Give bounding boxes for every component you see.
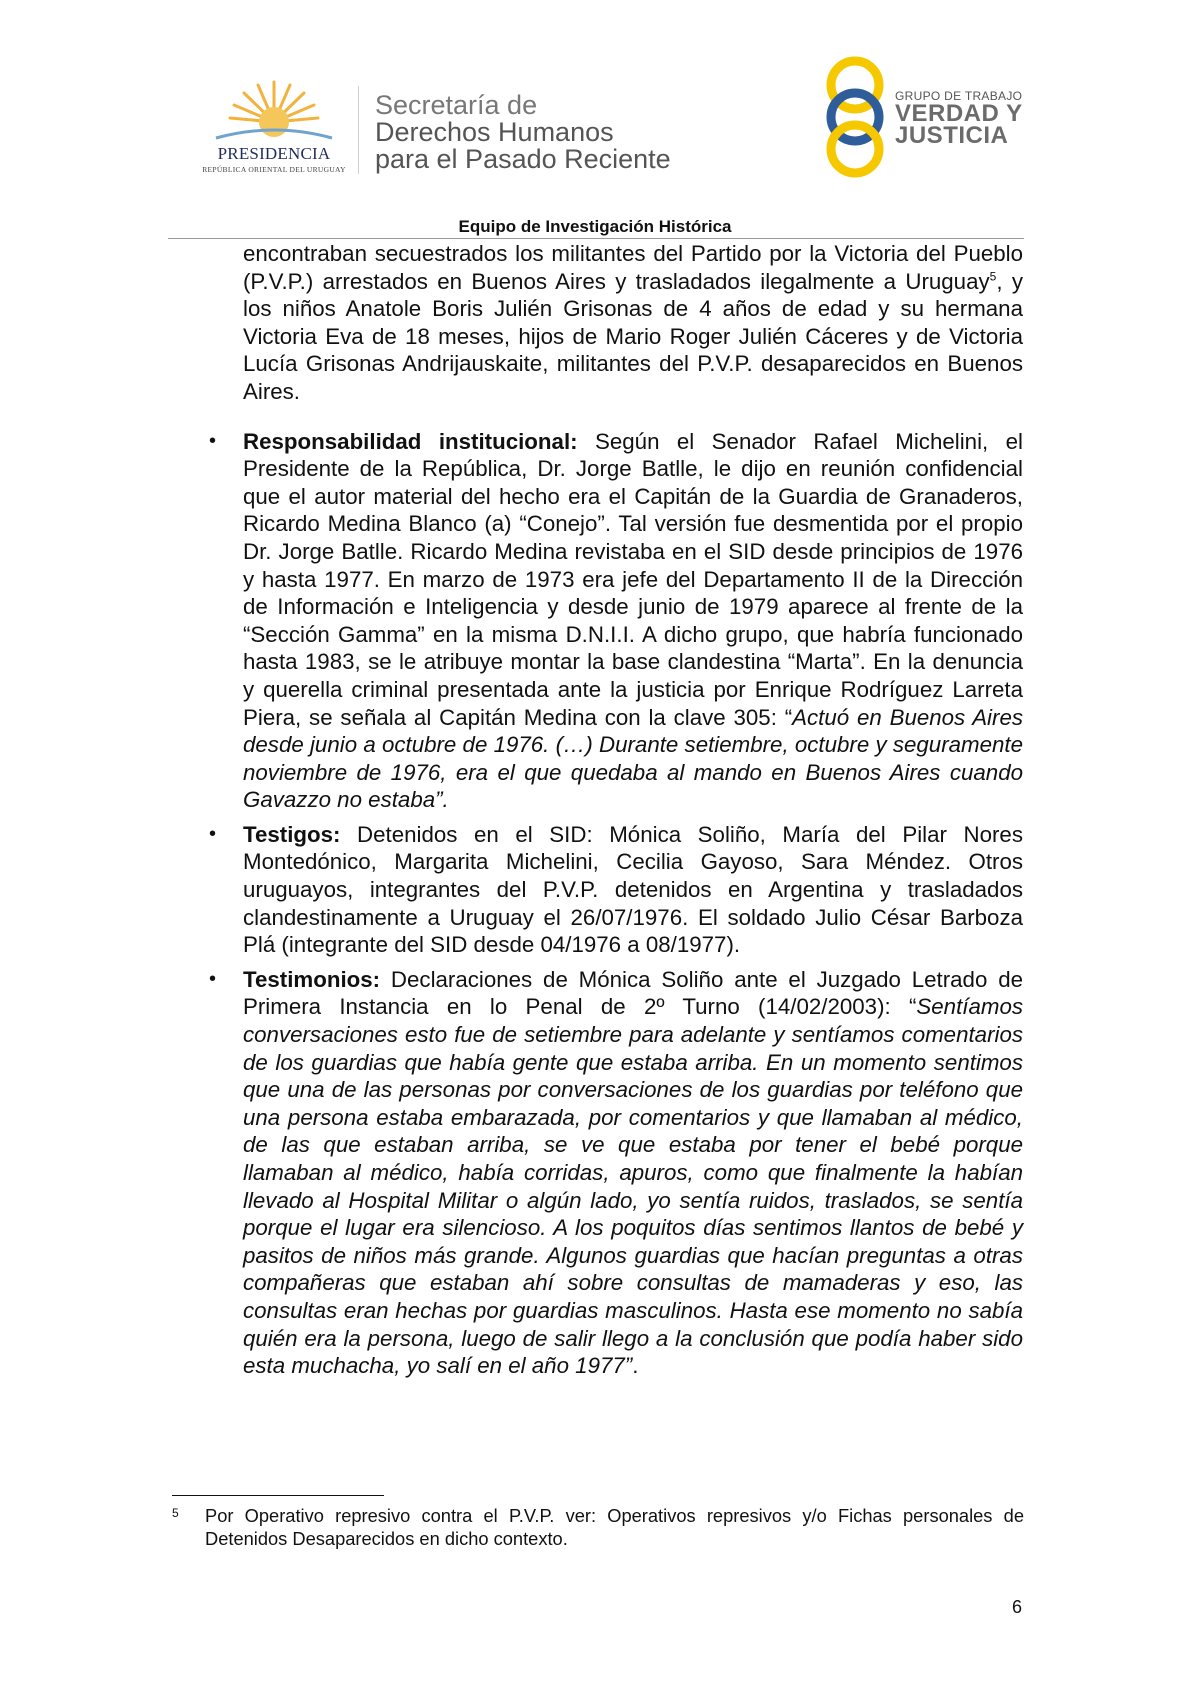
bullet-text: Detenidos en el SID: Mónica Soliño, María del Pilar Nores Montedónico, Margarita Michelini, Cecilia Gayoso, Sara Méndez. Otros uruguayos, integrantes del P.V.P. detenidos en Argentina y trasladados clandestinamente a Uruguay el 26/07/1976. El soldado Julio César Barboza Plá (integrante del SID desde 04/1976 a 08/1977). — [243, 821, 1023, 958]
footnote-ref[interactable]: 5 — [989, 269, 997, 284]
gtvj-wordmark — [895, 100, 1023, 149]
page-number: 6 — [1012, 1597, 1023, 1617]
intro-paragraph — [243, 240, 1023, 406]
footnote — [172, 1504, 1024, 1550]
bullet-icon: • — [209, 429, 217, 452]
header-divider — [358, 86, 359, 174]
presidencia-wordmark: PRESIDENCIA — [217, 144, 331, 163]
bullet-label: Testimonios: — [243, 966, 381, 992]
bullet-label: Testigos: — [243, 821, 341, 847]
presidencia-subtitle: REPÚBLICA ORIENTAL DEL URUGUAY — [202, 165, 346, 174]
page-header — [0, 0, 1190, 236]
gtvj-line3: JUSTICIA — [895, 122, 1009, 149]
intro-text-a: encontraban secuestrados los militantes del Partido por la Victoria del Pueblo (P.V.P.) arrestados en Buenos Aires y trasladados ilegalmente a Uruguay — [243, 241, 1023, 294]
footnote-number: 5 — [172, 1506, 179, 1520]
presidencia-logo — [196, 78, 352, 178]
footnote-text: Por Operativo represivo contra el P.V.P. ver: Operativos represivos y/o Fichas personales de Detenidos Desaparecidos en dicho contexto. — [205, 1505, 1024, 1549]
gtvj-line1: GRUPO DE TRABAJO — [895, 89, 1023, 103]
bullet-testimonios — [209, 966, 1023, 1380]
team-title: Equipo de Investigación Histórica — [458, 217, 732, 236]
secretaria-wordmark — [375, 92, 671, 173]
bullet-icon: • — [209, 967, 217, 990]
bullet-icon: • — [209, 822, 217, 845]
header-rule — [168, 238, 1024, 239]
bullet-responsabilidad — [209, 428, 1023, 814]
bullet-quote: Actuó en Buenos Aires desde junio a octubre de 1976. (…) Durante setiembre, octubre y seguramente noviembre de 1976, era el que quedaba al mando en Buenos Aires cuando Gavazzo no estaba”. — [243, 704, 1023, 813]
sun-emblem-icon — [196, 78, 352, 144]
secretaria-line3: para el Pasado Reciente — [375, 144, 671, 174]
secretaria-line1: Secretaría de — [375, 90, 538, 120]
gtvj-logo — [820, 55, 1035, 180]
bullet-tail: . — [632, 1353, 639, 1379]
gtvj-line2: VERDAD Y — [895, 100, 1023, 127]
footnote-rule — [172, 1495, 384, 1496]
bullet-quote: Sentíamos conversaciones esto fue de setiembre para adelante y sentíamos comentarios de los guardias que había gente que estaba arriba. En un momento sentimos que una de las personas por conversaciones de los guardias por teléfono que una persona estaba embarazada, por comentarios y que llamaban al médico, de las que estaban arriba, se ve que estaba por tener el bebé porque llamaban al médico, había corridas, apuros, como que finalmente la habían llevado al Hospital Militar o algún lado, yo sentía ruidos, traslados, se sentía porque el lugar era silencioso. A los poquitos días sentimos llantos de bebé y pasitos de niños más grande. Algunos guardias que hacían preguntas a otras compañeras que estaban ahí sobre consultas de mamaderas y eso, las consultas eran hechas por guardias masculinos. Hasta ese momento no sabía quién era la persona, luego de salir llego a la conclusión que podía haber sido esta muchacha, yo salí en el año 1977” — [243, 994, 1023, 1379]
document-body — [209, 240, 1023, 1387]
bullet-list — [209, 428, 1023, 1380]
bullet-text: Según el Senador Rafael Michelini, el Presidente de la República, Dr. Jorge Batlle, le dijo en reunión confidencial que el autor material del hecho era el Capitán de la Guardia de Granaderos, Ricardo Medina Blanco (a) “Conejo”. Tal versión fue desmentida por el propio Dr. Jorge Batlle. Ricardo Medina revistaba en el SID desde principios de 1976 y hasta 1977. En marzo de 1973 era jefe del Departamento II de la Dirección de Información e Inteligencia y desde junio de 1979 aparece al frente de la “Sección Gamma” en la misma D.N.I.I. A dicho grupo, que habría funcionado hasta 1983, se le atribuye montar la base clandestina “Marta”. En la denuncia y querella criminal presentada ante la justicia por Enrique Rodríguez Larreta Piera, se señala al Capitán Medina con la clave 305: “ — [243, 428, 1023, 730]
bullet-testigos — [209, 821, 1023, 959]
bullet-label: Responsabilidad institucional: — [243, 428, 578, 454]
linked-rings-icon — [820, 55, 890, 180]
secretaria-line2: Derechos Humanos — [375, 117, 614, 147]
intro-text-b: , y los niños Anatole Boris Julién Grisonas de 4 años de edad y su hermana Victoria Eva de 18 meses, hijos de Mario Roger Julién Cáceres y de Victoria Lucía Grisonas Andrijauskaite, militantes del P.V.P. desaparecidos en Buenos Aires. — [243, 268, 1023, 404]
bullet-text: Declaraciones de Mónica Soliño ante el Juzgado Letrado de Primera Instancia en lo Penal de 2º Turno (14/02/2003): “ — [243, 966, 1023, 1020]
